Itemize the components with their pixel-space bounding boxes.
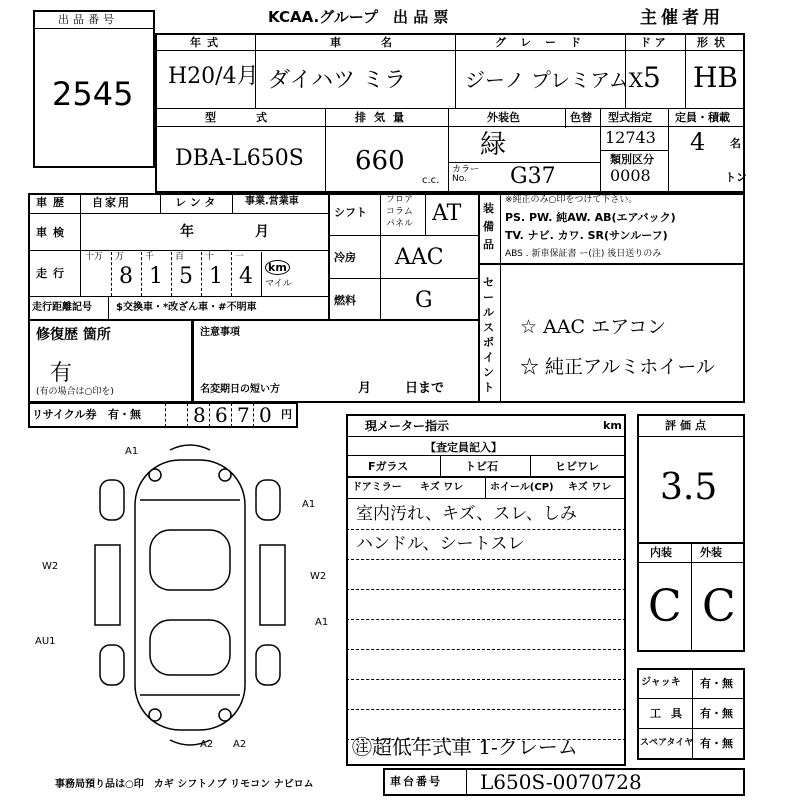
ton-unit: トン <box>725 171 747 184</box>
special-note: ㊟超低年式車 1-クレーム <box>352 735 578 759</box>
category-value: 0008 <box>610 166 651 185</box>
person-unit: 名 <box>730 137 741 150</box>
wheel-options: キズ ワレ <box>568 482 612 493</box>
damage-mark-au1: AU1 <box>35 636 56 647</box>
color-change-label: 色替 <box>570 111 592 124</box>
digit-label: 十 <box>205 252 215 262</box>
repair-value: 有 <box>50 361 73 386</box>
shift-floor: フロア <box>386 195 414 205</box>
equip-row-1: PS. PW. 純AW. AB(エアバック) <box>505 211 676 224</box>
recycle-digit: 8 <box>193 403 206 427</box>
car-diagram <box>30 440 335 760</box>
inspection-label: 車検 <box>36 226 70 239</box>
inspection-year: 年 <box>180 224 194 240</box>
spare-label: スペアタイヤ <box>640 738 694 748</box>
shape-value: HB <box>693 61 738 94</box>
recycle-amount <box>165 403 275 427</box>
mileage-label: 走行 <box>36 267 70 280</box>
chassis-label: 車台番号 <box>390 775 442 788</box>
equip-row-2: TV. ナビ. カワ. SR(サンルーフ) <box>505 229 668 242</box>
fuel-value: G <box>415 288 433 313</box>
recycle-options: 有・無 <box>108 408 141 421</box>
fuel-label: 燃料 <box>334 294 356 307</box>
expiry-day: 日まで <box>405 381 445 396</box>
mileage-digit: 8 <box>119 264 133 289</box>
name-label: 車名 <box>330 36 432 49</box>
mileage-digit: 1 <box>149 264 163 289</box>
meter-label: 現メーター指示 <box>365 419 450 433</box>
short-expiry-label: 名変期日の短い方 <box>200 384 280 395</box>
color-code-label: カラー No. <box>452 165 480 184</box>
spare-options: 有・無 <box>700 737 733 750</box>
grade-label: グレード <box>495 36 595 49</box>
exterior-grade: C <box>702 581 736 632</box>
grade-value: ジーノ プレミアムX <box>465 68 643 92</box>
door-label: ドア <box>640 36 670 49</box>
year-value: H20/4月 <box>168 64 259 89</box>
interior-grade: C <box>648 581 682 632</box>
mile-unit: マイル <box>265 279 292 289</box>
mileage-digit: 5 <box>179 264 193 289</box>
type-designation-label: 型式指定 <box>608 111 652 124</box>
f-glass-label: Fガラス <box>368 460 409 473</box>
tools-options: 有・無 <box>700 707 733 720</box>
aircon-value: AAC <box>395 245 444 270</box>
door-value: 5 <box>643 61 661 94</box>
year-label: 年式 <box>190 36 224 49</box>
history-business: 事業.営業車 <box>245 196 299 207</box>
sales-point-label: セールスポイント <box>483 276 494 394</box>
digit-label: 十万 <box>85 252 104 262</box>
recycle-digit: 0 <box>259 403 272 427</box>
history-rental: レンタ <box>175 196 220 209</box>
jack-label: ジャッキ <box>641 677 681 688</box>
repair-label: 修復歴 箇所 <box>36 327 111 343</box>
ext-color-label: 外装色 <box>487 111 520 124</box>
inspector-note: 室内汚れ、キズ、スレ、しみ <box>356 504 577 524</box>
cc-label: c.c. <box>422 175 440 186</box>
recycle-digit: 6 <box>215 403 228 427</box>
model-value: DBA-L650S <box>175 146 304 171</box>
history-private: 自家用 <box>92 196 131 209</box>
form-title-text: .グループ 出 品 票 <box>313 8 449 26</box>
recycle-digit: 7 <box>237 403 250 427</box>
type-designation-value: 12743 <box>605 128 656 147</box>
capacity-label: 定員・積載 <box>675 111 730 124</box>
wheel-label: ホイール(CP) <box>490 482 554 493</box>
equip-row-3: ABS . 新車保証書 ー(注) 後日送りのみ <box>505 249 662 259</box>
shift-label: シフト <box>334 206 367 219</box>
ext-color-value: 緑 <box>480 130 507 160</box>
inspector-note: ハンドル、シートスレ <box>356 534 525 554</box>
notes-label: 注意事項 <box>200 327 240 338</box>
equip-note: ※純正のみ○印をつけて下さい。 <box>505 195 638 205</box>
digit-label: 万 <box>115 252 125 262</box>
score-label: 評価点 <box>665 419 710 432</box>
equipment-label: 装備品 <box>483 202 494 251</box>
form-title <box>268 6 448 27</box>
assessor-label: 【査定員記入】 <box>425 441 502 454</box>
lot-number-label: 出品番号 <box>58 13 118 26</box>
damage-mark-a1-side: A1 <box>315 617 329 628</box>
sponsor-label: 主催者用 <box>640 8 724 28</box>
tools-label: 工具 <box>650 707 692 720</box>
shift-panel: パネル <box>386 219 414 229</box>
yen-unit: 円 <box>281 408 292 421</box>
digit-label: 千 <box>145 252 155 262</box>
repair-note: (有の場合は○印を) <box>36 387 114 397</box>
expiry-month: 月 <box>358 381 372 396</box>
digit-label: 一 <box>235 252 245 262</box>
capacity-value: 4 <box>690 128 706 156</box>
displacement-value: 660 <box>355 146 405 176</box>
crack-label: ヒビワレ <box>555 460 599 473</box>
sales-point-2: ☆ 純正アルミホイール <box>520 356 715 378</box>
chip-label: トビ石 <box>465 460 498 473</box>
mileage-record-label: 走行距離記号 <box>32 302 92 313</box>
mileage-digits <box>82 252 262 296</box>
shift-value: AT <box>432 201 462 226</box>
mileage-digit: 1 <box>209 264 223 289</box>
meter-km: km <box>603 419 622 432</box>
notes-lines <box>346 500 626 740</box>
shift-column: コラム <box>386 207 413 217</box>
mileage-record-marks: $交換車・*改ざん車・#不明車 <box>116 302 257 313</box>
lot-number: 2545 <box>52 75 134 113</box>
mileage-digit: 4 <box>239 264 253 289</box>
interior-label: 内装 <box>650 546 672 559</box>
sales-point-1: ☆ AAC エアコン <box>520 316 667 338</box>
jack-options: 有・無 <box>700 677 733 690</box>
km-unit: km <box>265 260 290 275</box>
org-logo: KCAA <box>268 8 314 26</box>
damage-mark-w2-left: W2 <box>42 561 59 572</box>
damage-mark-a2-bottom-right: A2 <box>233 739 247 750</box>
digit-label: 百 <box>175 252 185 262</box>
history-label: 車歴 <box>36 196 70 209</box>
chassis-number: L650S-0070728 <box>480 770 642 794</box>
damage-mark-a2-bottom-left: A2 <box>200 739 214 750</box>
mirror-options: キズ ワレ <box>420 482 464 493</box>
category-label: 類別区分 <box>610 153 654 166</box>
damage-mark-a1-right: A1 <box>302 499 316 510</box>
score-value: 3.5 <box>660 467 718 508</box>
damage-mark-a1-top: A1 <box>125 446 139 457</box>
displacement-label: 排気量 <box>355 111 412 124</box>
recycle-label: リサイクル券 <box>32 408 97 421</box>
aircon-label: 冷房 <box>334 251 356 264</box>
name-value: ダイハツ ミラ <box>268 68 407 93</box>
damage-mark-w2-right: W2 <box>310 571 327 582</box>
exterior-label: 外装 <box>700 546 722 559</box>
model-label: 型式 <box>205 111 307 124</box>
inspection-month: 月 <box>255 224 269 240</box>
shape-label: 形状 <box>697 36 731 49</box>
color-code-value: G37 <box>510 164 556 189</box>
office-items: 事務局預り品は○印 カギ シフトノブ リモコン ナビロム <box>55 779 314 790</box>
door-mirror-label: ドアミラー <box>352 482 402 493</box>
